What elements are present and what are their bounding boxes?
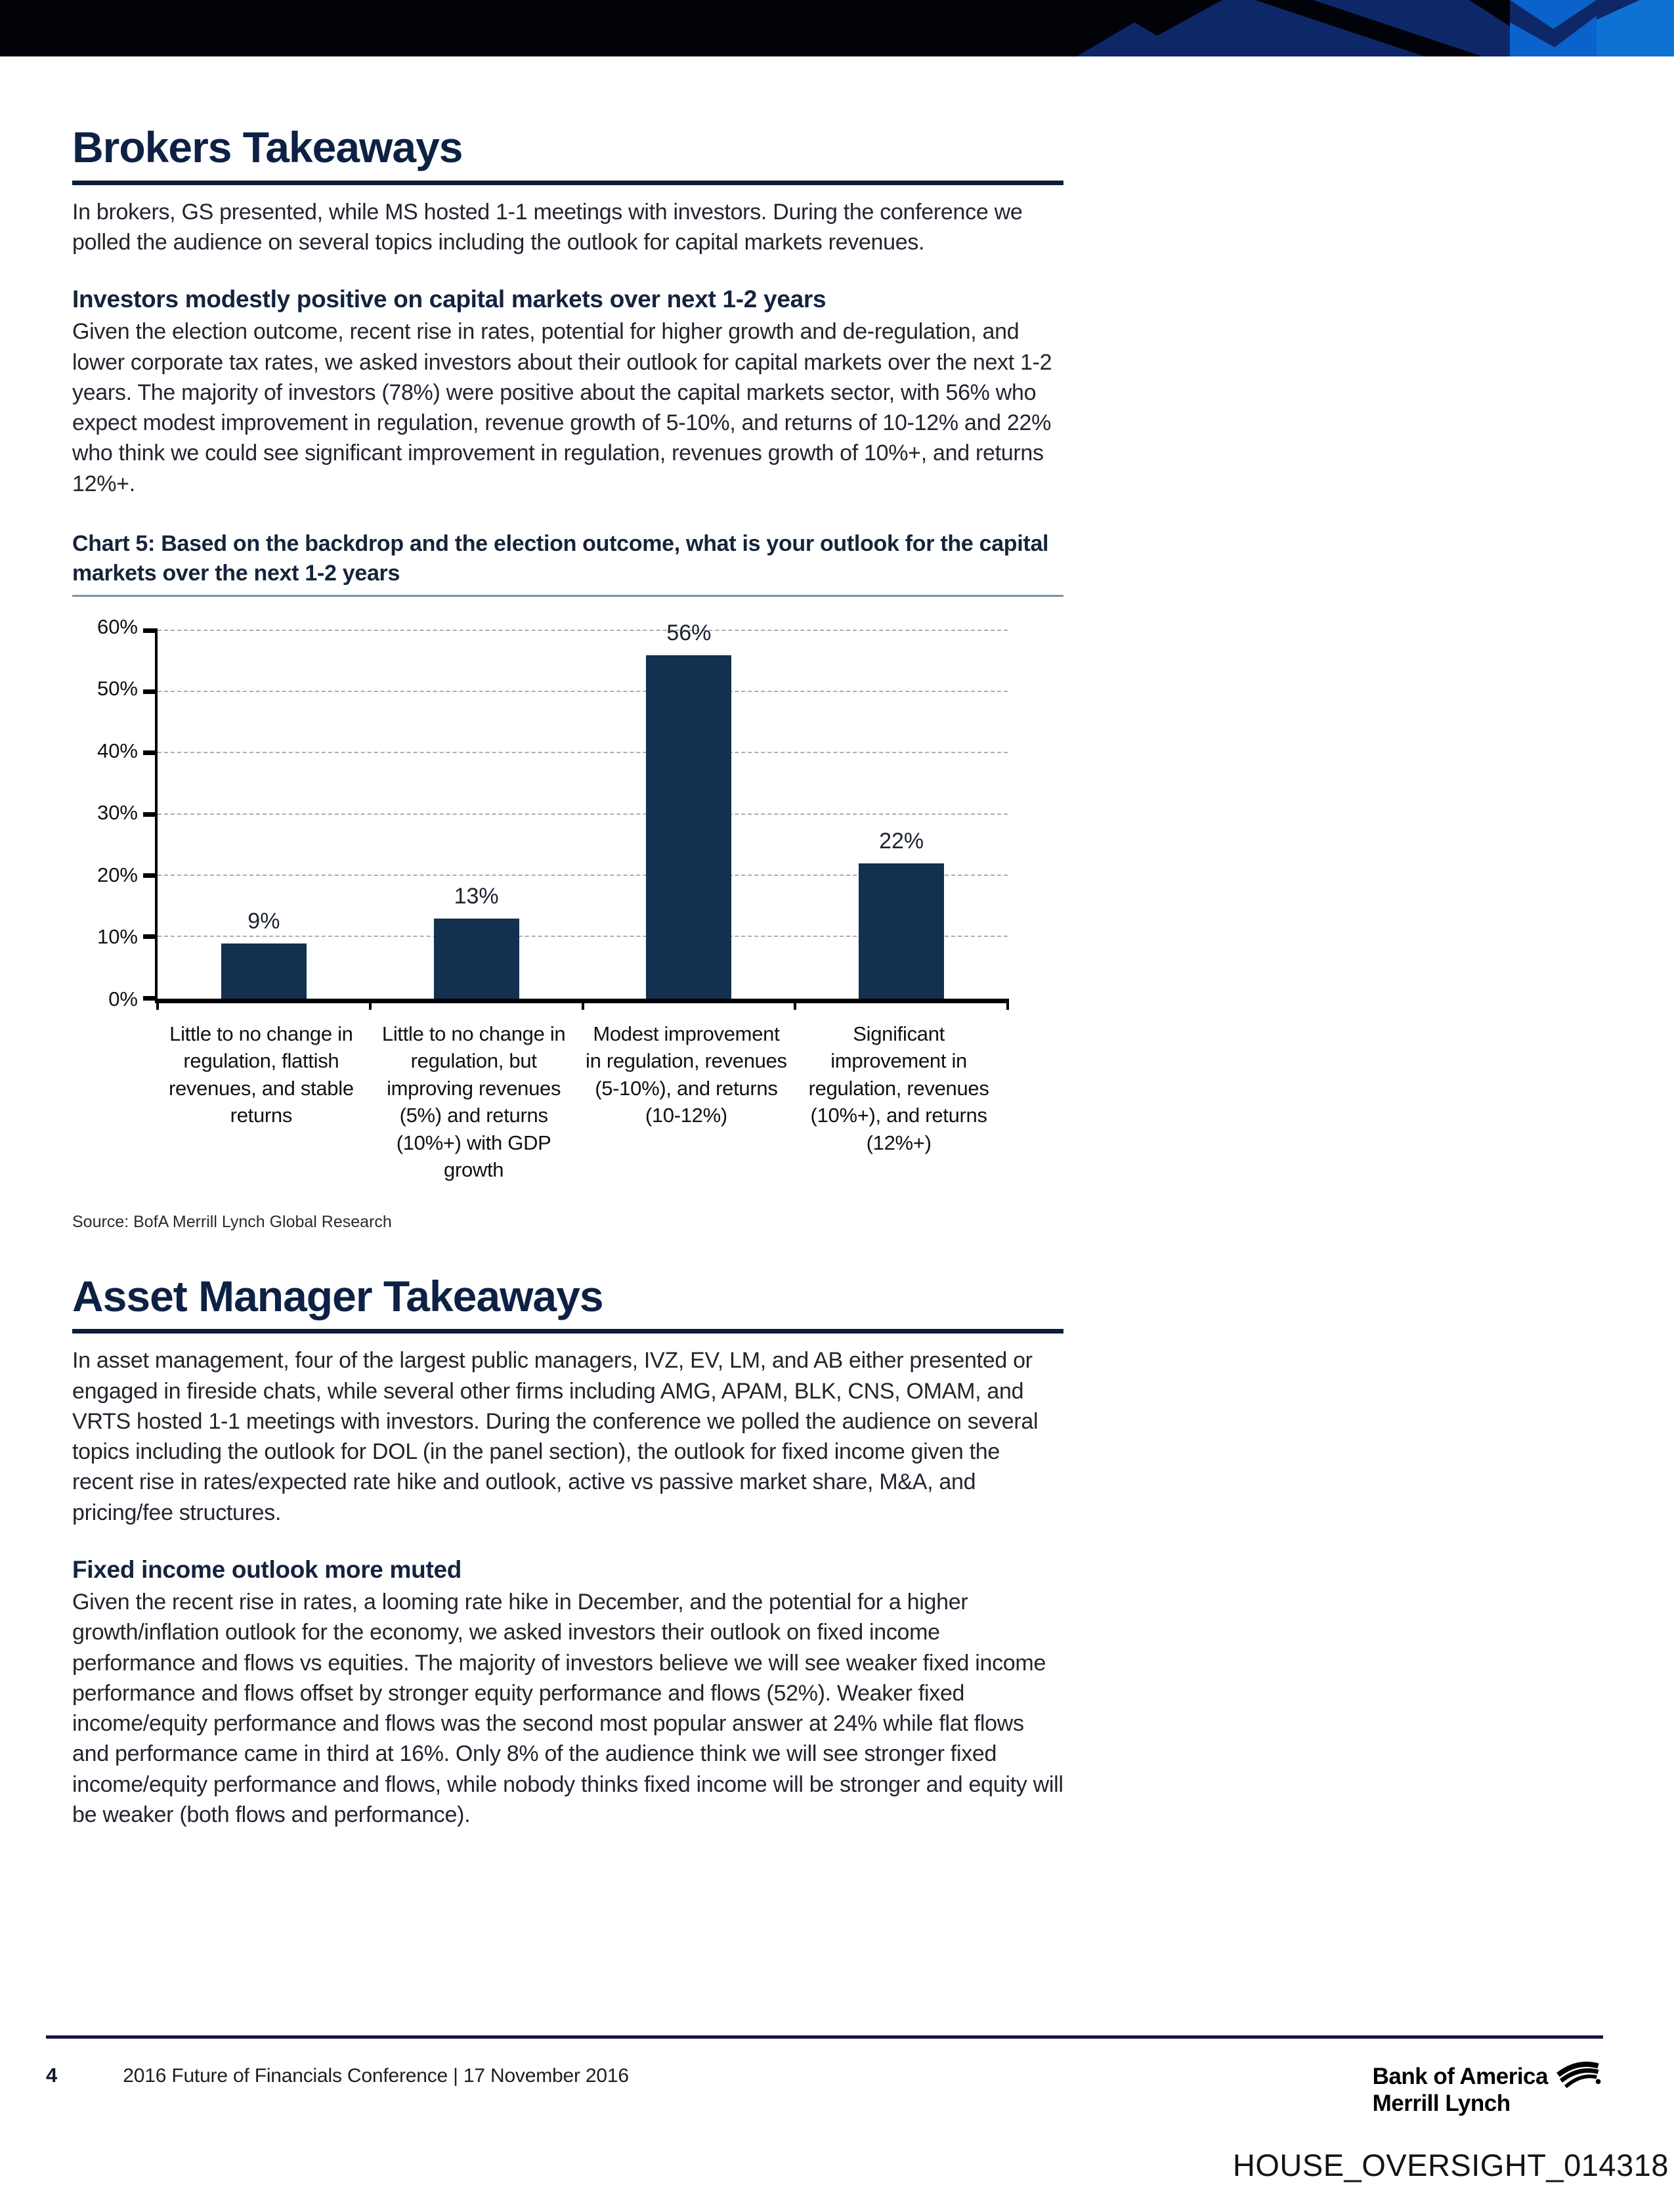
brokers-section-header: [72, 125, 1063, 185]
bofa-merrill-logo: [1373, 2064, 1603, 2117]
chart-plot: [155, 620, 1008, 1003]
y-axis-tick: [143, 750, 158, 755]
asset-title: Asset Manager Takeaways: [72, 1274, 1063, 1334]
fixed-income-subhead: Fixed income outlook more muted: [72, 1555, 462, 1583]
y-axis-label: 40%: [97, 739, 138, 762]
chart-category-label: Little to no change in regulation, flattish revenues, and stable returns: [168, 1022, 354, 1127]
chart5-title-rule: [72, 595, 1063, 597]
bofa-merrill-logo-text: [1373, 2064, 1548, 2117]
y-axis-tick: [143, 996, 158, 1001]
chart5-title: Chart 5: Based on the backdrop and the election outcome, what is your outlook for the capital markets over the next 1-2 years: [72, 531, 1049, 586]
investors-paragraph: Given the election outcome, recent rise in rates, potential for higher growth and de-regulation, and lower corporate tax rates, we asked investors about their outlook for capital markets over the next 1-2 years. The majority of investors (78%) were positive about the capital markets sector, with 56% who expect modest improvement in regulation, revenue growth of 5-10%, and returns of 10-12% and 22% who think we could see significant improvement in regulation, revenues growth of 10%+, and returns 12%+.: [72, 319, 1052, 496]
footer-conference-text: 2016 Future of Financials Conference | 17 November 2016: [123, 2065, 629, 2087]
brokers-intro-paragraph: In brokers, GS presented, while MS hosted 1-1 meetings with investors. During the conference we polled the audience on several topics including the outlook for capital markets revenues.: [72, 199, 1023, 255]
section-gap: [72, 1232, 1063, 1274]
y-axis-label: 20%: [97, 863, 138, 886]
chart5-block: [72, 529, 1063, 1232]
asset-paragraph: In asset management, four of the largest public managers, IVZ, EV, LM, and AB either presented or engaged in fireside chats, while several other firms including AMG, APAM, BLK, CNS, OMAM, and VRTS hosted 1-1 meetings with investors. During the conference we polled the audience on several topics including the outlook for DOL (in the panel section), the outlook for fixed income given the recent rise in rates/expected rate hike and outlook, active vs passive market share, M&A, and pricing/fee structures.: [72, 1348, 1039, 1525]
flagscape-banner-graphic: [0, 0, 1674, 56]
x-axis-tick: [156, 999, 159, 1010]
y-axis-tick: [143, 812, 158, 817]
chart-bar: [646, 655, 731, 999]
x-axis-tick: [794, 999, 796, 1010]
chart-bar-value-label: 9%: [247, 908, 280, 934]
y-axis-label: 30%: [97, 801, 138, 825]
y-axis-tick: [143, 628, 158, 633]
chart-gridline: [158, 691, 1008, 692]
fixed-income-paragraph: Given the recent rise in rates, a looming rate hike in December, and the potential for a higher growth/inflation outlook for the economy, we asked investors their outlook on fixed income performance and flows vs equities. The majority of investors believe we will see weaker fixed income performance and flows offset by stronger equity performance and flows (52%). Weaker fixed income/equity performance and flows was the second most popular answer at 24% while flat flows and performance came in third at 16%. Only 8% of the audience think we will see stronger fixed income/equity performance and flows, while nobody thinks fixed income will be stronger and equity will be weaker (both flows and performance).: [72, 1590, 1063, 1827]
x-axis-tick: [369, 999, 372, 1010]
y-axis-label: 0%: [108, 987, 138, 1010]
house-oversight-watermark: HOUSE_OVERSIGHT_014318: [1232, 2148, 1669, 2182]
chart-bar: [859, 863, 944, 998]
y-axis-tick: [143, 873, 158, 878]
chart-category-label: Little to no change in regulation, but improving revenues (5%) and returns (10%+) with GDP growth: [381, 1022, 566, 1182]
x-axis-tick: [1006, 999, 1009, 1010]
chart-gridline: [158, 630, 1008, 631]
chart5-canvas: [72, 615, 1063, 1010]
page-footer: [46, 2035, 1603, 2117]
asset-section-header: [72, 1271, 1063, 1334]
y-axis-label: 50%: [97, 677, 138, 701]
chart-bar-value-label: 56%: [666, 620, 712, 645]
logo-line2: Merrill Lynch: [1372, 2090, 1511, 2116]
chart-bar: [434, 919, 519, 998]
chart-gridline: [158, 752, 1008, 753]
chart-bar: [221, 943, 307, 999]
chart-x-labels: [155, 1003, 1005, 1184]
bofa-flagscape-icon: [1553, 2057, 1603, 2091]
chart-category-label: Significant improvement in regulation, revenues (10%+), and returns (12%+): [808, 1022, 989, 1154]
logo-line1: Bank of America: [1372, 2064, 1548, 2089]
page-number: 4: [46, 2064, 58, 2087]
main-column: [72, 125, 1063, 1852]
chart5-source: Source: BofA Merrill Lynch Global Research: [72, 1212, 392, 1231]
y-axis-label: 60%: [97, 615, 138, 638]
x-axis-tick: [582, 999, 584, 1010]
chart-gridline: [158, 813, 1008, 815]
chart-bar-value-label: 13%: [454, 884, 499, 909]
footer-left: [46, 2064, 629, 2087]
y-axis-tick: [143, 689, 158, 694]
chart-category-label: Modest improvement in regulation, revenues (5-10%), and returns (10-12%): [586, 1022, 787, 1127]
y-axis-label: 10%: [97, 925, 138, 949]
investors-subhead: Investors modestly positive on capital markets over next 1-2 years: [72, 286, 826, 313]
y-axis-tick: [143, 934, 158, 939]
chart-bar-value-label: 22%: [879, 829, 924, 854]
top-banner: [0, 0, 1674, 56]
brokers-title: Brokers Takeaways: [72, 125, 1063, 185]
